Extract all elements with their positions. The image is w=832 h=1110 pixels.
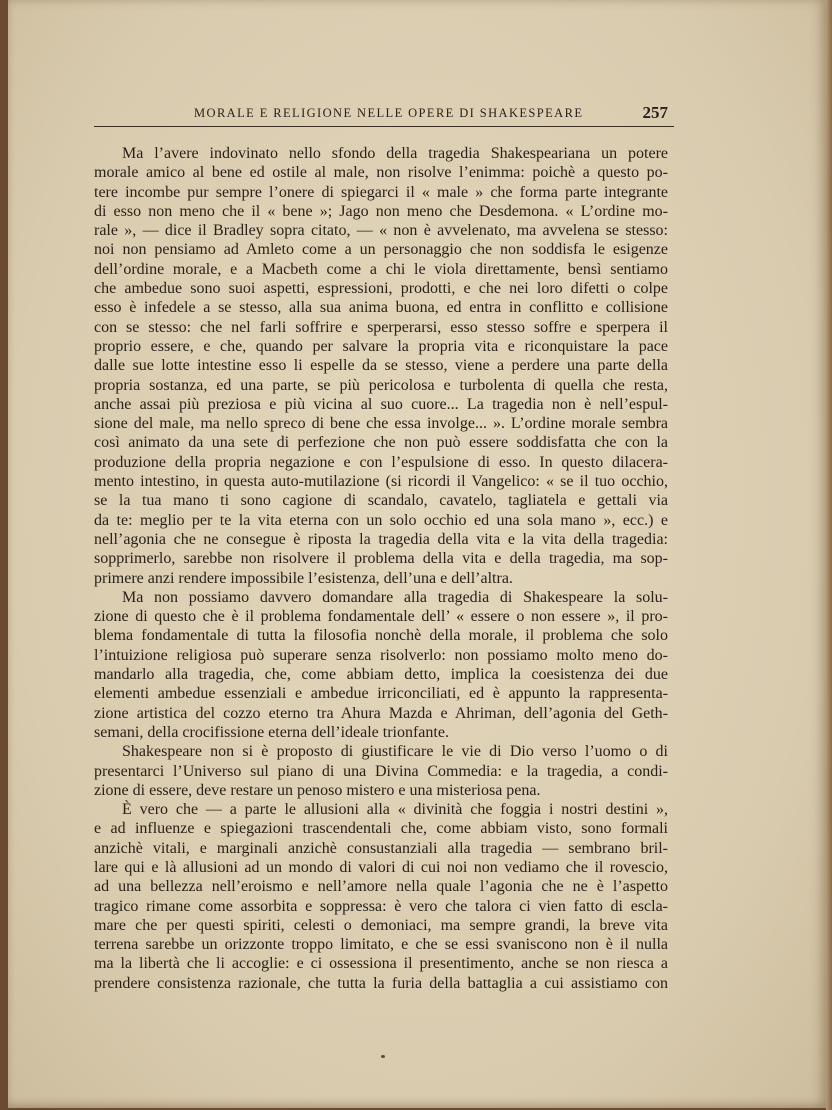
text-line: propria sostanza, ed una parte, se più pericolosa e turbolenta di quella che resta, — [94, 376, 668, 394]
text-line: sione del male, ma nello spreco di bene che essa involge... ». L’ordine morale sembra — [94, 415, 668, 433]
text-line: zione di essere, deve restare un penoso mistero e una misteriosa pena. — [94, 781, 541, 799]
text-line: che ambedue sono suoi aspetti, espressioni, prodotti, e che nei loro difetti o colpe — [94, 280, 668, 298]
text-line: anche assai più preziosa e più vicina al suo cuore... La tragedia non è nell’espul- — [94, 395, 668, 413]
text-line: produzione della propria negazione e con l’espulsione di esso. In questo dilacera- — [94, 453, 668, 471]
text-line: Shakespeare non si è proposto di giustificare le vie di Dio verso l’uomo o di — [122, 743, 668, 761]
text-line: zione di questo che è il problema fondamentale dell’ « essere o non essere », il pro- — [94, 608, 668, 626]
text-line: anzichè vitali, e marginali anzichè consustanziali alla tragedia — sembrano bril- — [94, 839, 668, 857]
text-line: noi non pensiamo ad Amleto come a un personaggio che non soddisfa le esigenze — [94, 241, 668, 259]
page-number: 257 — [642, 103, 668, 122]
header-rule — [94, 126, 674, 127]
text-line: Ma l’avere indovinato nello sfondo della tragedia Shakespeariana un potere — [122, 145, 668, 162]
text-line: da te: meglio per te la vita eterna con un solo occhio ed una sola mano », ecc.) e — [94, 511, 668, 529]
text-line: così animato da una sete di perfezione che non può essere soddisfatta che con la — [94, 434, 668, 452]
text-line: semani, della crocifissione eterna dell’ideale trionfante. — [94, 723, 449, 741]
text-line: mandarlo alla tragedia, che, come abbiam detto, implica la coesistenza dei due — [94, 666, 668, 684]
text-line: ma la libertà che li accoglie: e ci ossessiona il presentimento, anche se non riesca a — [94, 955, 668, 973]
text-line: ad una bellezza nell’eroismo e nell’amore nella quale l’agonia che ne è l’aspetto — [94, 878, 668, 896]
text-line: primere anzi rendere impossibile l’esistenza, dell’una e dell’altra. — [94, 569, 513, 587]
text-line: dalle sue lotte intestine esso li espelle da se stesso, viene a perdere una parte della — [94, 357, 668, 375]
text-line: proprio essere, e che, quando per salvare la propria vita e riconquistare la pace — [94, 337, 668, 355]
text-line: presentarci l’Universo sul piano di una Divina Commedia: e la tragedia, a condi- — [94, 762, 668, 780]
text-line: lare qui e là allusioni ad un mondo di valori di cui noi non vediamo che il rovescio, — [94, 858, 668, 876]
running-title: MORALE E RELIGIONE NELLE OPERE DI SHAKESPEARE — [194, 106, 584, 120]
body-text — [94, 144, 668, 993]
text-line: sopprimerlo, sarebbe non risolvere il problema della vita e della tragedia, ma sop- — [94, 550, 668, 568]
text-line: mento intestino, in questa auto-mutilazione (si ricordi il Vangelico: « se il tuo occhio, — [94, 473, 668, 491]
text-line: se la tua mano ti sono cagione di scandalo, cavatelo, tagliatela e gettali via — [94, 492, 668, 510]
text-line: con se stesso: che nel farli soffrire e sperperarsi, esso stesso soffre e sperpera il — [94, 318, 668, 336]
text-line: tragico rimane come assorbita e soppressa: è vero che talora ci vien fatto di escla- — [94, 897, 668, 915]
text-line: l’intuizione religiosa può superare senza risolverlo: non possiamo molto meno do- — [94, 646, 668, 664]
text-line: dell’ordine morale, e a Macbeth come a chi le viola direttamente, bensì sentiamo — [94, 260, 668, 278]
text-line: tere incombe pur sempre l’onere di spiegarci il « male » che forma parte integrante — [94, 183, 668, 201]
text-line: zione artistica del cozzo eterno tra Ahura Mazda e Ahriman, dell’agonia del Geth- — [94, 704, 668, 722]
text-line: prendere consistenza razionale, che tutta la furia della battaglia a cui assistiamo con — [94, 974, 668, 992]
text-line: Ma non possiamo davvero domandare alla tragedia di Shakespeare la solu- — [122, 588, 668, 606]
page-header — [94, 103, 674, 127]
text-line: È vero che — a parte le allusioni alla « divinità che foggia i nostri destini », — [122, 801, 668, 819]
paper-speck — [381, 1055, 385, 1058]
text-line: blema fondamentale di tutta la filosofia nonchè della morale, il problema che solo — [94, 627, 668, 645]
text-line: mare che per questi spiriti, celesti o demoniaci, ma sempre grandi, la breve vita — [94, 916, 668, 934]
text-line: elementi ambedue essenziali e ambedue irriconciliati, ed è appunto la rappresenta- — [94, 685, 668, 703]
text-line: nell’agonia che ne consegue è riposta la tragedia della vita e la vita della tragedia: — [94, 530, 668, 548]
text-line: terrena sarebbe un orizzonte troppo limitato, e che se essi svaniscono non è il nulla — [94, 936, 668, 954]
text-line: e ad influenze e spiegazioni trascendentali che, come abbiam visto, sono formali — [94, 820, 668, 838]
text-line: morale amico al bene ed ostile al male, non risolve l’enimma: poichè a questo po- — [94, 164, 668, 182]
text-line: esso è infedele a se stesso, alla sua anima buona, ed entra in conflitto e collisione — [94, 299, 668, 317]
text-line: di esso non meno che il « bene »; Jago non meno che Desdemona. « L’ordine mo- — [94, 202, 668, 220]
page-edge — [826, 0, 832, 1110]
text-line: rale », — dice il Bradley sopra citato, — « non è avvelenato, ma avvelena se stesso: — [94, 222, 668, 240]
book-page — [8, 0, 826, 1108]
